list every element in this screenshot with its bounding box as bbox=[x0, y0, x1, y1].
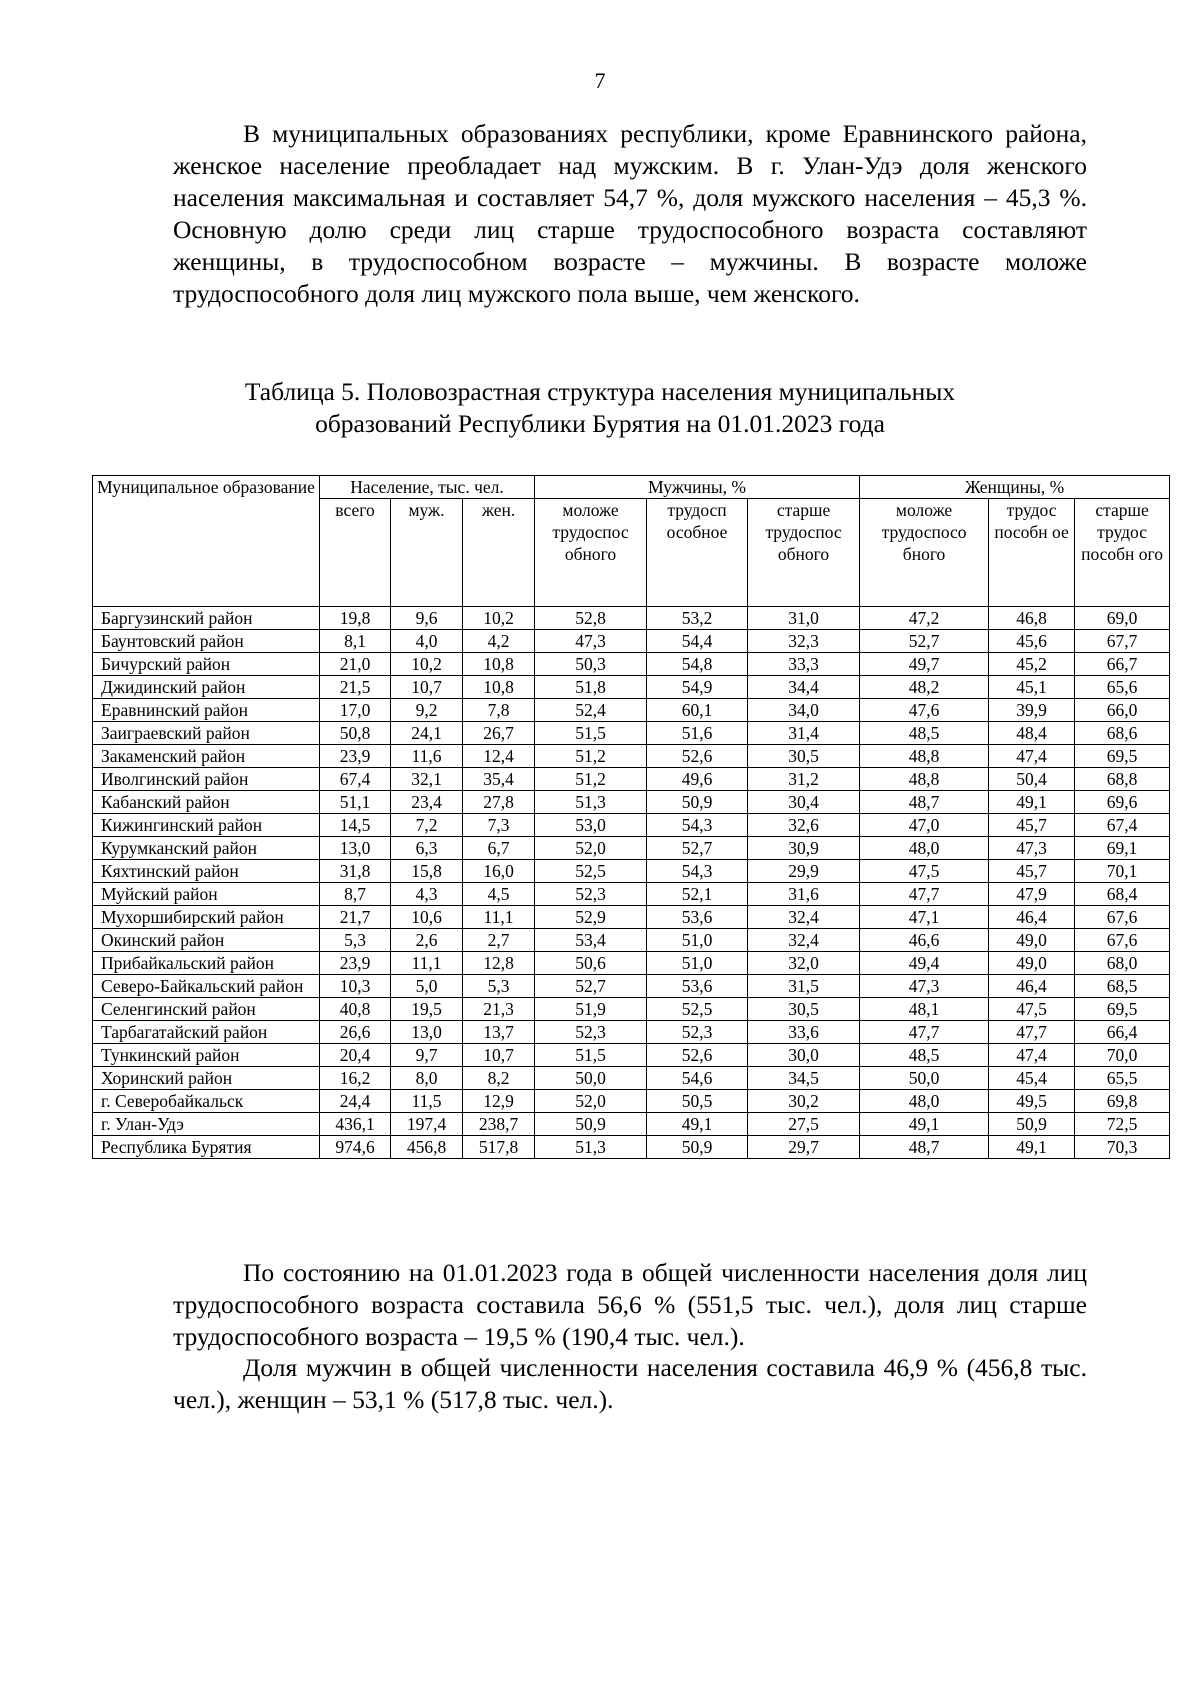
header-men: Мужчины, % bbox=[535, 476, 860, 499]
table-cell: 14,5 bbox=[320, 814, 391, 837]
table-cell: 65,5 bbox=[1075, 1067, 1170, 1090]
table-row bbox=[93, 722, 1170, 745]
table-cell: 51,9 bbox=[535, 998, 647, 1021]
table-cell: 8,2 bbox=[463, 1067, 535, 1090]
table-cell: 49,0 bbox=[989, 929, 1075, 952]
table-cell: 45,4 bbox=[989, 1067, 1075, 1090]
table-cell: 32,0 bbox=[748, 952, 860, 975]
table-row bbox=[93, 906, 1170, 929]
table-cell: 29,9 bbox=[748, 860, 860, 883]
table-cell: 48,0 bbox=[860, 837, 989, 860]
table-cell: 48,0 bbox=[860, 1090, 989, 1113]
table-cell: 48,7 bbox=[860, 791, 989, 814]
table-row bbox=[93, 653, 1170, 676]
table-cell: 52,1 bbox=[647, 883, 748, 906]
table-cell: 27,8 bbox=[463, 791, 535, 814]
table-cell: 10,8 bbox=[463, 653, 535, 676]
table-row bbox=[93, 1044, 1170, 1067]
table-cell: 69,1 bbox=[1075, 837, 1170, 860]
municipality-name: Хоринский район bbox=[93, 1067, 320, 1090]
table-cell: 45,7 bbox=[989, 814, 1075, 837]
table-cell: 51,2 bbox=[535, 768, 647, 791]
table-cell: 53,2 bbox=[647, 607, 748, 630]
table-cell: 517,8 bbox=[463, 1136, 535, 1159]
table-row bbox=[93, 952, 1170, 975]
table-row bbox=[93, 676, 1170, 699]
table-cell: 52,5 bbox=[535, 860, 647, 883]
table-cell: 51,2 bbox=[535, 745, 647, 768]
table-cell: 49,5 bbox=[989, 1090, 1075, 1113]
table-row bbox=[93, 791, 1170, 814]
table-row bbox=[93, 860, 1170, 883]
table-cell: 10,7 bbox=[463, 1044, 535, 1067]
table-cell: 52,3 bbox=[535, 1021, 647, 1044]
table-cell: 13,0 bbox=[320, 837, 391, 860]
table-cell: 10,3 bbox=[320, 975, 391, 998]
table-cell: 54,6 bbox=[647, 1067, 748, 1090]
population-structure-table bbox=[92, 475, 1170, 1159]
table-cell: 53,0 bbox=[535, 814, 647, 837]
table-cell: 50,3 bbox=[535, 653, 647, 676]
table-cell: 31,4 bbox=[748, 722, 860, 745]
table-cell: 10,8 bbox=[463, 676, 535, 699]
table-cell: 49,1 bbox=[989, 1136, 1075, 1159]
table-cell: 11,5 bbox=[391, 1090, 463, 1113]
table-cell: 11,1 bbox=[391, 952, 463, 975]
table-cell: 50,0 bbox=[860, 1067, 989, 1090]
header-men-working-age: трудосп особное bbox=[647, 499, 748, 607]
municipality-name: Мухоршибирский район bbox=[93, 906, 320, 929]
table-caption-line-2: образований Республики Бурятия на 01.01.2023 года bbox=[315, 409, 885, 438]
header-men-over-working-age: старше трудоспос обного bbox=[748, 499, 860, 607]
table-cell: 50,9 bbox=[647, 1136, 748, 1159]
table-cell: 24,1 bbox=[391, 722, 463, 745]
table-cell: 49,0 bbox=[989, 952, 1075, 975]
table-cell: 7,3 bbox=[463, 814, 535, 837]
table-cell: 9,2 bbox=[391, 699, 463, 722]
table-caption bbox=[0, 376, 1200, 440]
table-cell: 46,4 bbox=[989, 906, 1075, 929]
table-cell: 54,3 bbox=[647, 860, 748, 883]
table-cell: 68,0 bbox=[1075, 952, 1170, 975]
table-cell: 17,0 bbox=[320, 699, 391, 722]
table-cell: 47,6 bbox=[860, 699, 989, 722]
table-cell: 53,6 bbox=[647, 906, 748, 929]
table-row bbox=[93, 768, 1170, 791]
municipality-name: Закаменский район bbox=[93, 745, 320, 768]
header-women: Женщины, % bbox=[860, 476, 1170, 499]
table-cell: 52,4 bbox=[535, 699, 647, 722]
table-cell: 19,5 bbox=[391, 998, 463, 1021]
table-cell: 68,5 bbox=[1075, 975, 1170, 998]
municipality-name: Республика Бурятия bbox=[93, 1136, 320, 1159]
table-cell: 2,6 bbox=[391, 929, 463, 952]
municipality-name: Баргузинский район bbox=[93, 607, 320, 630]
table-cell: 50,4 bbox=[989, 768, 1075, 791]
table-cell: 52,7 bbox=[535, 975, 647, 998]
table-cell: 4,5 bbox=[463, 883, 535, 906]
table-cell: 52,6 bbox=[647, 745, 748, 768]
table-cell: 51,5 bbox=[535, 722, 647, 745]
table-row bbox=[93, 630, 1170, 653]
table-cell: 24,4 bbox=[320, 1090, 391, 1113]
table-cell: 52,5 bbox=[647, 998, 748, 1021]
municipality-name: Кяхтинский район bbox=[93, 860, 320, 883]
municipality-name: Бичурский район bbox=[93, 653, 320, 676]
municipality-name: Северо-Байкальский район bbox=[93, 975, 320, 998]
table-cell: 67,6 bbox=[1075, 929, 1170, 952]
table-cell: 50,6 bbox=[535, 952, 647, 975]
table-cell: 8,1 bbox=[320, 630, 391, 653]
table-cell: 15,8 bbox=[391, 860, 463, 883]
table-cell: 46,8 bbox=[989, 607, 1075, 630]
table-cell: 70,1 bbox=[1075, 860, 1170, 883]
table-cell: 31,5 bbox=[748, 975, 860, 998]
table-cell: 68,8 bbox=[1075, 768, 1170, 791]
table-cell: 67,6 bbox=[1075, 906, 1170, 929]
table-cell: 50,0 bbox=[535, 1067, 647, 1090]
table-row bbox=[93, 998, 1170, 1021]
table-cell: 31,8 bbox=[320, 860, 391, 883]
table-row bbox=[93, 1090, 1170, 1113]
table-cell: 47,3 bbox=[989, 837, 1075, 860]
header-male: муж. bbox=[391, 499, 463, 607]
table-cell: 46,6 bbox=[860, 929, 989, 952]
table-cell: 16,2 bbox=[320, 1067, 391, 1090]
table-cell: 49,1 bbox=[860, 1113, 989, 1136]
municipality-name: Еравнинский район bbox=[93, 699, 320, 722]
table-cell: 69,5 bbox=[1075, 998, 1170, 1021]
header-women-under-working-age: моложе трудоспосо бного bbox=[860, 499, 989, 607]
table-cell: 50,9 bbox=[989, 1113, 1075, 1136]
table-cell: 54,3 bbox=[647, 814, 748, 837]
table-cell: 30,2 bbox=[748, 1090, 860, 1113]
table-cell: 32,4 bbox=[748, 929, 860, 952]
table-cell: 436,1 bbox=[320, 1113, 391, 1136]
table-cell: 27,5 bbox=[748, 1113, 860, 1136]
table-cell: 21,5 bbox=[320, 676, 391, 699]
municipality-name: Окинский район bbox=[93, 929, 320, 952]
summary-paragraph-working-age: По состоянию на 01.01.2023 года в общей численности населения доля лиц трудоспособного возраста составила 56,6 % (551,5 тыс. чел.), доля лиц старше трудоспособного возраста – 19,5 % (190,4 тыс. чел.). bbox=[173, 1258, 1087, 1351]
table-cell: 69,0 bbox=[1075, 607, 1170, 630]
table-cell: 12,4 bbox=[463, 745, 535, 768]
table-cell: 66,4 bbox=[1075, 1021, 1170, 1044]
table-cell: 4,2 bbox=[463, 630, 535, 653]
table-cell: 46,4 bbox=[989, 975, 1075, 998]
table-cell: 31,6 bbox=[748, 883, 860, 906]
table-cell: 50,5 bbox=[647, 1090, 748, 1113]
municipality-name: Кабанский район bbox=[93, 791, 320, 814]
table-cell: 45,7 bbox=[989, 860, 1075, 883]
municipality-name: Прибайкальский район bbox=[93, 952, 320, 975]
table-cell: 16,0 bbox=[463, 860, 535, 883]
table-cell: 12,9 bbox=[463, 1090, 535, 1113]
table-cell: 5,3 bbox=[463, 975, 535, 998]
table-cell: 2,7 bbox=[463, 929, 535, 952]
table-cell: 49,6 bbox=[647, 768, 748, 791]
table-caption-line-1: Таблица 5. Половозрастная структура населения муниципальных bbox=[244, 377, 956, 406]
table-cell: 33,6 bbox=[748, 1021, 860, 1044]
table-cell: 33,3 bbox=[748, 653, 860, 676]
page-number: 7 bbox=[594, 68, 606, 93]
municipality-name: г. Улан-Удэ bbox=[93, 1113, 320, 1136]
municipality-name: Кижингинский район bbox=[93, 814, 320, 837]
table-cell: 47,0 bbox=[860, 814, 989, 837]
table-row bbox=[93, 699, 1170, 722]
table-cell: 31,2 bbox=[748, 768, 860, 791]
table-cell: 23,4 bbox=[391, 791, 463, 814]
table-row bbox=[93, 1136, 1170, 1159]
table-cell: 50,9 bbox=[535, 1113, 647, 1136]
municipality-name: Муйский район bbox=[93, 883, 320, 906]
municipality-name: Заиграевский район bbox=[93, 722, 320, 745]
table-cell: 23,9 bbox=[320, 745, 391, 768]
municipality-name: г. Северобайкальск bbox=[93, 1090, 320, 1113]
table-cell: 40,8 bbox=[320, 998, 391, 1021]
table-cell: 4,3 bbox=[391, 883, 463, 906]
table-cell: 5,0 bbox=[391, 975, 463, 998]
table-cell: 47,4 bbox=[989, 745, 1075, 768]
table-cell: 47,5 bbox=[989, 998, 1075, 1021]
table-cell: 21,3 bbox=[463, 998, 535, 1021]
municipality-name: Тункинский район bbox=[93, 1044, 320, 1067]
table-cell: 48,4 bbox=[989, 722, 1075, 745]
table-cell: 52,0 bbox=[535, 837, 647, 860]
table-cell: 10,7 bbox=[391, 676, 463, 699]
table-cell: 48,8 bbox=[860, 745, 989, 768]
table-cell: 34,4 bbox=[748, 676, 860, 699]
table-cell: 48,1 bbox=[860, 998, 989, 1021]
table-cell: 49,1 bbox=[647, 1113, 748, 1136]
header-men-under-working-age: моложе трудоспос обного bbox=[535, 499, 647, 607]
table-cell: 52,7 bbox=[860, 630, 989, 653]
table-cell: 70,3 bbox=[1075, 1136, 1170, 1159]
table-cell: 69,5 bbox=[1075, 745, 1170, 768]
table-cell: 21,0 bbox=[320, 653, 391, 676]
table-cell: 30,9 bbox=[748, 837, 860, 860]
table-cell: 9,7 bbox=[391, 1044, 463, 1067]
table-cell: 29,7 bbox=[748, 1136, 860, 1159]
header-women-over-working-age: старше трудос пособн ого bbox=[1075, 499, 1170, 607]
table-cell: 30,0 bbox=[748, 1044, 860, 1067]
table-cell: 66,7 bbox=[1075, 653, 1170, 676]
table-cell: 974,6 bbox=[320, 1136, 391, 1159]
table-cell: 50,9 bbox=[647, 791, 748, 814]
table-cell: 7,2 bbox=[391, 814, 463, 837]
table-cell: 21,7 bbox=[320, 906, 391, 929]
table-cell: 47,7 bbox=[860, 1021, 989, 1044]
table-cell: 6,3 bbox=[391, 837, 463, 860]
table-cell: 69,8 bbox=[1075, 1090, 1170, 1113]
table-cell: 51,1 bbox=[320, 791, 391, 814]
intro-paragraph: В муниципальных образованиях республики, кроме Еравнинского района, женское население преобладает над мужским. В г. Улан-Удэ доля женского населения максимальная и составляет 54,7 %, доля мужского населения – 45,3 %. Основную долю среди лиц старше трудоспособного возраста составляют женщины, в трудоспособном возрасте – мужчины. В возрасте моложе трудоспособного доля лиц мужского пола выше, чем женского. bbox=[173, 119, 1087, 308]
table-cell: 13,0 bbox=[391, 1021, 463, 1044]
table-cell: 65,6 bbox=[1075, 676, 1170, 699]
table-cell: 52,3 bbox=[535, 883, 647, 906]
table-cell: 49,4 bbox=[860, 952, 989, 975]
table-cell: 10,6 bbox=[391, 906, 463, 929]
table-cell: 32,4 bbox=[748, 906, 860, 929]
table-cell: 66,0 bbox=[1075, 699, 1170, 722]
table-cell: 11,1 bbox=[463, 906, 535, 929]
table-cell: 20,4 bbox=[320, 1044, 391, 1067]
table-cell: 49,7 bbox=[860, 653, 989, 676]
table-cell: 70,0 bbox=[1075, 1044, 1170, 1067]
table-row bbox=[93, 883, 1170, 906]
table-cell: 67,7 bbox=[1075, 630, 1170, 653]
table-cell: 31,0 bbox=[748, 607, 860, 630]
table-cell: 39,9 bbox=[989, 699, 1075, 722]
municipality-name: Баунтовский район bbox=[93, 630, 320, 653]
header-total: всего bbox=[320, 499, 391, 607]
table-cell: 30,5 bbox=[748, 745, 860, 768]
table-cell: 51,6 bbox=[647, 722, 748, 745]
table-cell: 54,8 bbox=[647, 653, 748, 676]
table-cell: 23,9 bbox=[320, 952, 391, 975]
table-cell: 51,3 bbox=[535, 791, 647, 814]
table-cell: 67,4 bbox=[320, 768, 391, 791]
table-cell: 49,1 bbox=[989, 791, 1075, 814]
municipality-name: Тарбагатайский район bbox=[93, 1021, 320, 1044]
municipality-name: Иволгинский район bbox=[93, 768, 320, 791]
table-cell: 11,6 bbox=[391, 745, 463, 768]
table-cell: 51,8 bbox=[535, 676, 647, 699]
table-cell: 456,8 bbox=[391, 1136, 463, 1159]
table-cell: 47,4 bbox=[989, 1044, 1075, 1067]
table-cell: 7,8 bbox=[463, 699, 535, 722]
table-row bbox=[93, 1021, 1170, 1044]
table-cell: 10,2 bbox=[463, 607, 535, 630]
table-cell: 34,5 bbox=[748, 1067, 860, 1090]
header-female: жен. bbox=[463, 499, 535, 607]
table-cell: 13,7 bbox=[463, 1021, 535, 1044]
table-row bbox=[93, 1067, 1170, 1090]
table-cell: 52,6 bbox=[647, 1044, 748, 1067]
table-cell: 54,4 bbox=[647, 630, 748, 653]
table-cell: 8,0 bbox=[391, 1067, 463, 1090]
table-cell: 47,3 bbox=[860, 975, 989, 998]
table-cell: 6,7 bbox=[463, 837, 535, 860]
table-cell: 69,6 bbox=[1075, 791, 1170, 814]
table-cell: 32,3 bbox=[748, 630, 860, 653]
table-cell: 72,5 bbox=[1075, 1113, 1170, 1136]
table-cell: 52,8 bbox=[535, 607, 647, 630]
table-cell: 9,6 bbox=[391, 607, 463, 630]
summary-paragraph-gender: Доля мужчин в общей численности населения составила 46,9 % (456,8 тыс. чел.), женщин – 53,1 % (517,8 тыс. чел.). bbox=[173, 1353, 1087, 1414]
header-population: Население, тыс. чел. bbox=[320, 476, 535, 499]
table-cell: 50,8 bbox=[320, 722, 391, 745]
table-cell: 45,2 bbox=[989, 653, 1075, 676]
table-cell: 47,1 bbox=[860, 906, 989, 929]
table-cell: 47,3 bbox=[535, 630, 647, 653]
table-cell: 197,4 bbox=[391, 1113, 463, 1136]
table-cell: 48,5 bbox=[860, 1044, 989, 1067]
table-cell: 4,0 bbox=[391, 630, 463, 653]
municipality-name: Джидинский район bbox=[93, 676, 320, 699]
table-cell: 68,6 bbox=[1075, 722, 1170, 745]
table-cell: 67,4 bbox=[1075, 814, 1170, 837]
table-cell: 48,5 bbox=[860, 722, 989, 745]
table-cell: 48,8 bbox=[860, 768, 989, 791]
table-body bbox=[93, 607, 1170, 1159]
table-row bbox=[93, 929, 1170, 952]
table-cell: 26,6 bbox=[320, 1021, 391, 1044]
table-cell: 54,9 bbox=[647, 676, 748, 699]
table-cell: 5,3 bbox=[320, 929, 391, 952]
table-cell: 45,1 bbox=[989, 676, 1075, 699]
table-cell: 238,7 bbox=[463, 1113, 535, 1136]
table-cell: 47,7 bbox=[860, 883, 989, 906]
table-cell: 52,0 bbox=[535, 1090, 647, 1113]
table-cell: 47,7 bbox=[989, 1021, 1075, 1044]
table-cell: 10,2 bbox=[391, 653, 463, 676]
table-cell: 52,9 bbox=[535, 906, 647, 929]
table-cell: 47,9 bbox=[989, 883, 1075, 906]
header-municipality: Муниципальное образование bbox=[93, 476, 320, 607]
table-cell: 52,7 bbox=[647, 837, 748, 860]
table-cell: 34,0 bbox=[748, 699, 860, 722]
table-row bbox=[93, 745, 1170, 768]
table-cell: 32,6 bbox=[748, 814, 860, 837]
table-cell: 30,4 bbox=[748, 791, 860, 814]
table-cell: 51,5 bbox=[535, 1044, 647, 1067]
table-cell: 51,0 bbox=[647, 929, 748, 952]
municipality-name: Курумканский район bbox=[93, 837, 320, 860]
table-cell: 8,7 bbox=[320, 883, 391, 906]
table-cell: 60,1 bbox=[647, 699, 748, 722]
table-row bbox=[93, 837, 1170, 860]
table-cell: 68,4 bbox=[1075, 883, 1170, 906]
table-cell: 48,7 bbox=[860, 1136, 989, 1159]
table-cell: 51,0 bbox=[647, 952, 748, 975]
table-row bbox=[93, 1113, 1170, 1136]
table-cell: 52,3 bbox=[647, 1021, 748, 1044]
table-cell: 47,5 bbox=[860, 860, 989, 883]
table-cell: 51,3 bbox=[535, 1136, 647, 1159]
table-cell: 12,8 bbox=[463, 952, 535, 975]
table-cell: 30,5 bbox=[748, 998, 860, 1021]
municipality-name: Селенгинский район bbox=[93, 998, 320, 1021]
table-cell: 45,6 bbox=[989, 630, 1075, 653]
table-row bbox=[93, 975, 1170, 998]
table-cell: 26,7 bbox=[463, 722, 535, 745]
table-cell: 35,4 bbox=[463, 768, 535, 791]
table-cell: 48,2 bbox=[860, 676, 989, 699]
table-cell: 19,8 bbox=[320, 607, 391, 630]
table-row bbox=[93, 814, 1170, 837]
table-cell: 32,1 bbox=[391, 768, 463, 791]
table-row bbox=[93, 607, 1170, 630]
table-cell: 47,2 bbox=[860, 607, 989, 630]
table-cell: 53,4 bbox=[535, 929, 647, 952]
table-cell: 53,6 bbox=[647, 975, 748, 998]
header-women-working-age: трудос пособн ое bbox=[989, 499, 1075, 607]
